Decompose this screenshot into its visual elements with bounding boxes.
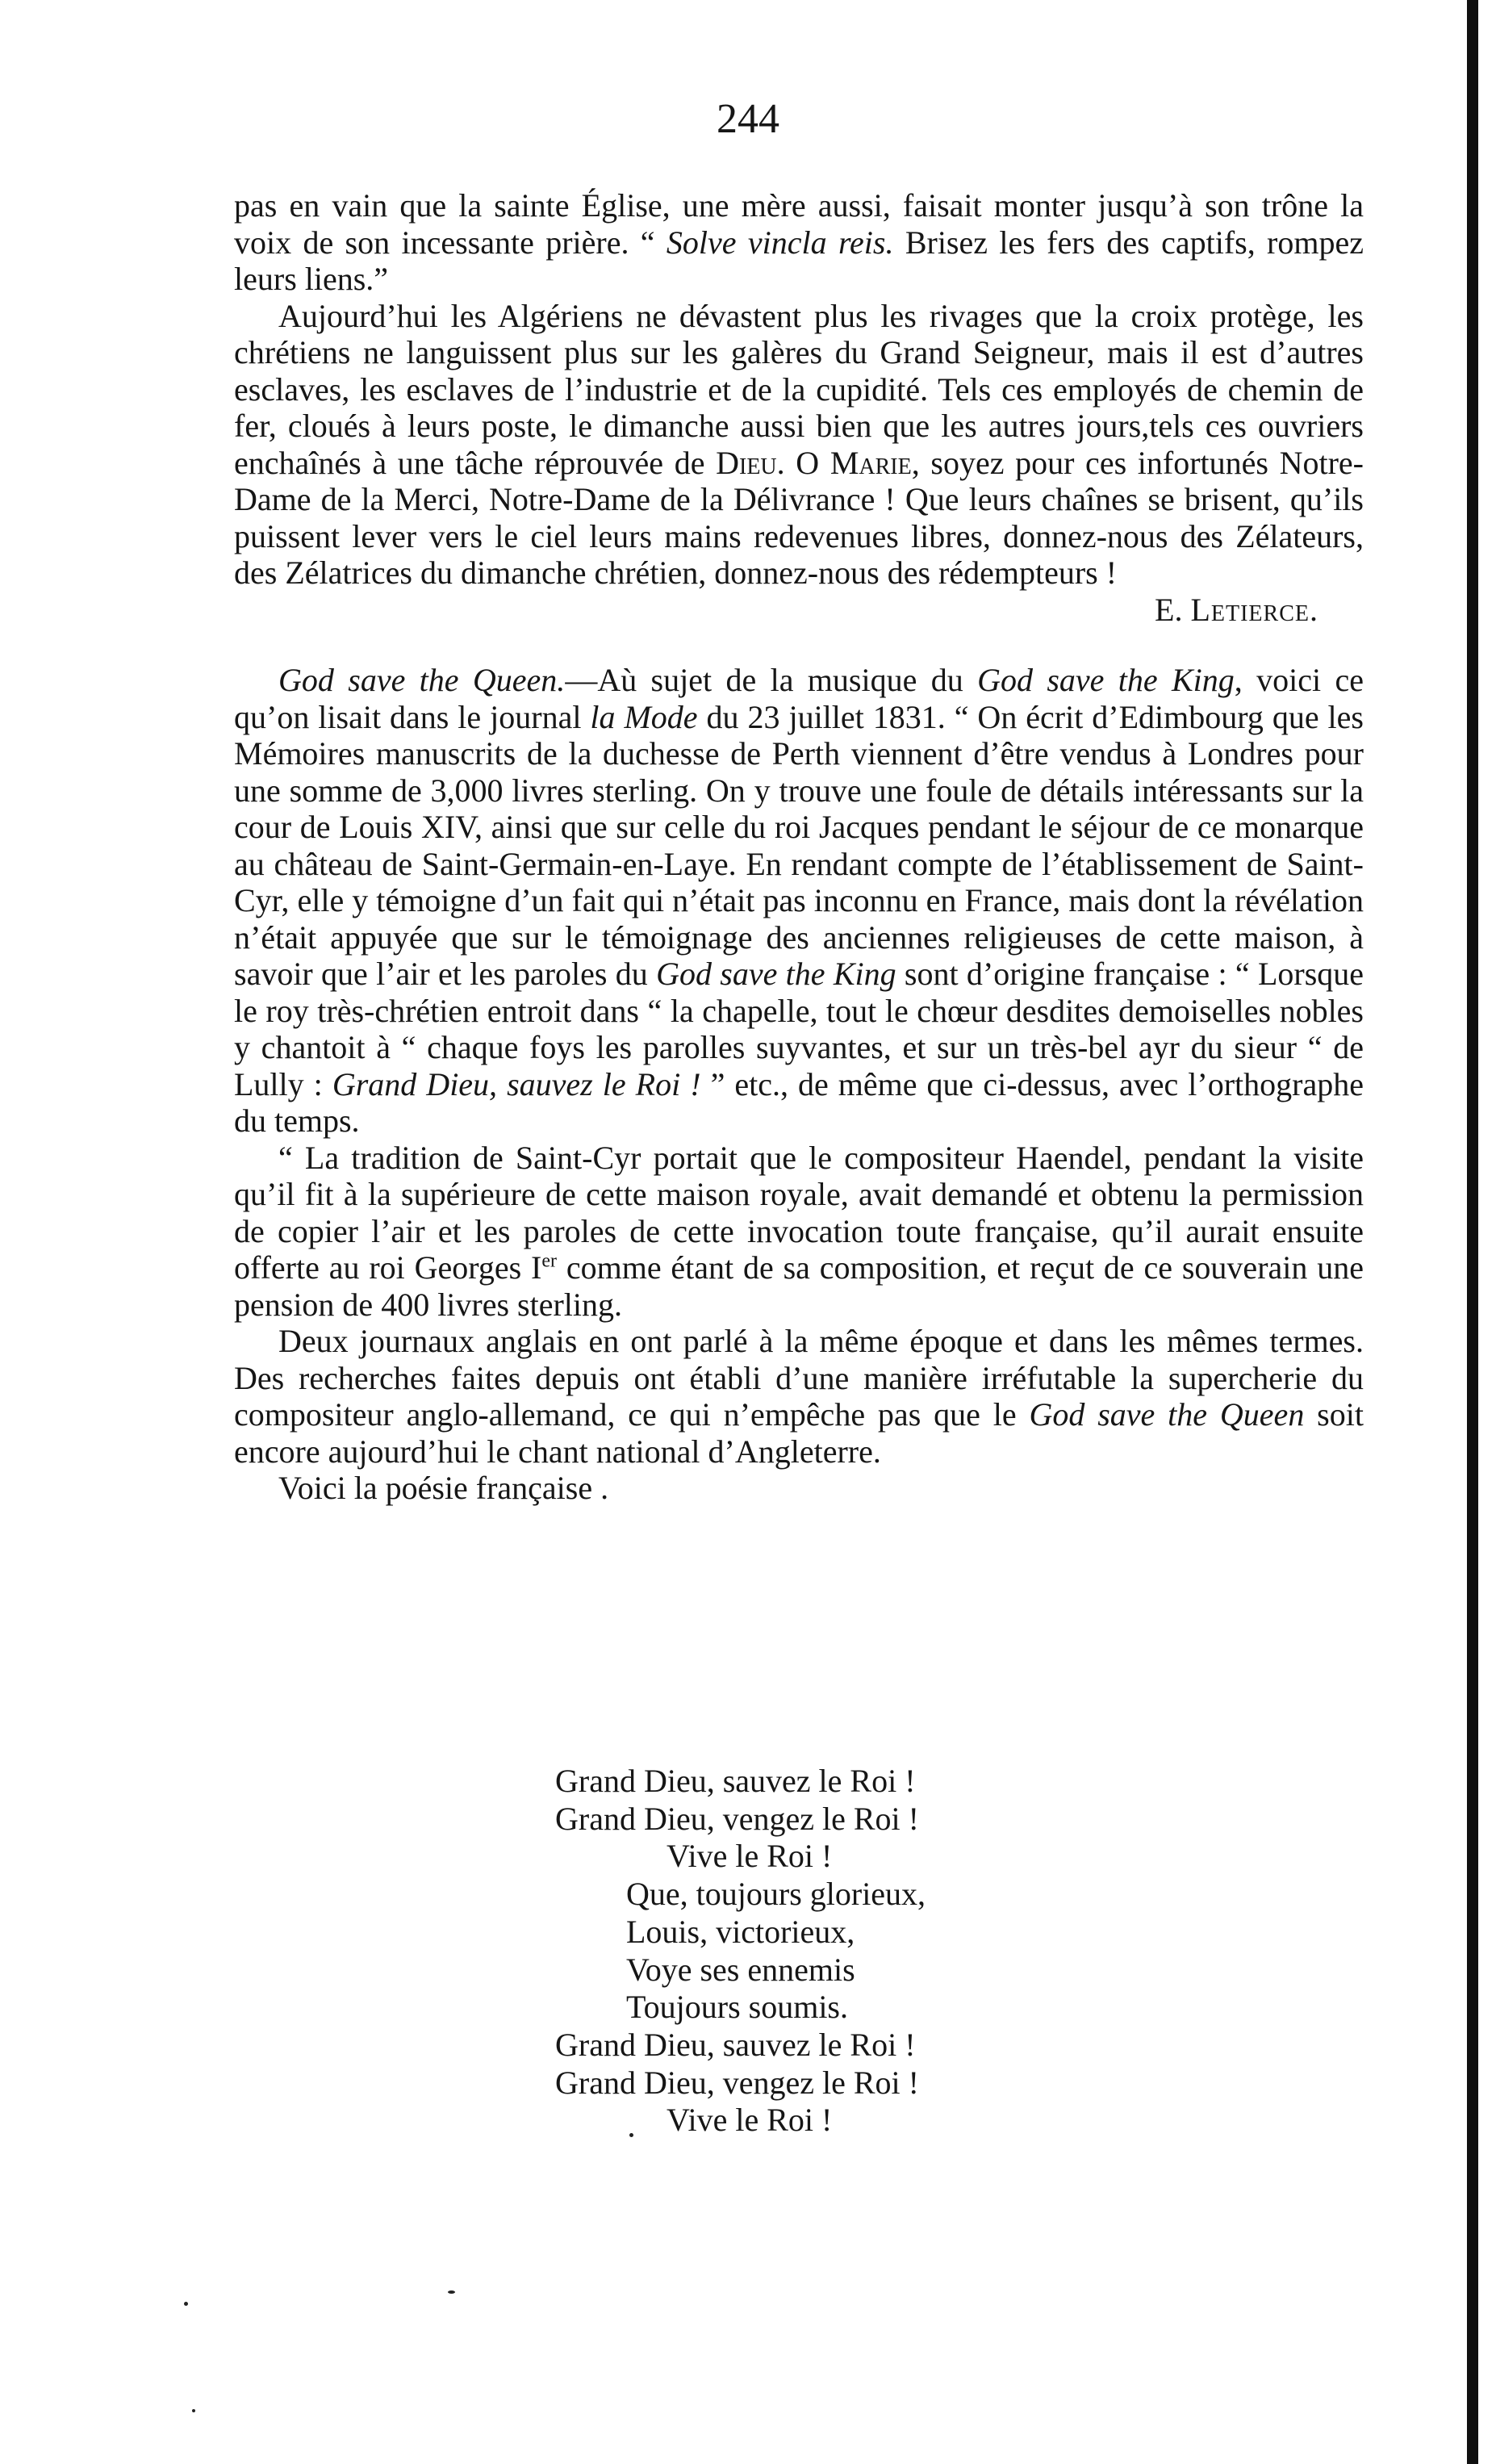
page-edge-rule bbox=[1467, 0, 1478, 2464]
text-run: . O bbox=[776, 444, 830, 481]
page-number: 244 bbox=[717, 96, 779, 142]
text-run: , soyez pour ces infortunés Notre-Dame de la Merci, Notre-Dame de la Délivrance ! Que leurs chaînes se brisent, qu’ils puissent lever vers le ciel leurs mains redevenues libres, donnez-nous des Zélateurs, des Zélatrices du dimanche chrétien, donnez-nous des rédempteurs ! bbox=[234, 444, 1364, 591]
italic-text: God save the Queen. bbox=[278, 662, 566, 698]
text-run: pas en vain que la sainte Église, une mère aussi, faisait monter jusqu’à son trône la voix de son incessante prière. “ bbox=[234, 187, 1364, 261]
paragraph bbox=[234, 662, 1364, 1140]
text-run: Aujourd’hui les Algériens ne dévastent plus les rivages que la croix protège, les chrétiens ne languissent plus sur les galères du Grand Seigneur, mais il est d’autres esclaves, les esclaves de l’industrie et de la cupidité. Tels ces employés de chemin de fer, cloués à leurs poste, le dimanche aussi bien que les autres jours,tels ces ouvriers enchaînés à une tâche réprouvée de bbox=[234, 297, 1364, 481]
italic-text: God save the King bbox=[656, 956, 896, 992]
small-caps-text: Dieu bbox=[716, 444, 777, 481]
text-run: , voici ce qu’on lisait dans le journal bbox=[234, 662, 1364, 735]
text-run: Brisez les fers des captifs, rompez leurs liens.” bbox=[234, 224, 1364, 297]
poem-line: Grand Dieu, vengez le Roi ! bbox=[555, 2064, 919, 2101]
text-run: comme étant de sa composition, et reçut de ce souverain une pension de 400 livres sterling. bbox=[234, 1249, 1364, 1323]
paragraph bbox=[234, 1470, 1364, 1507]
text-run: du 23 juillet 1831. “ On écrit d’Edimbourg que les Mémoires manuscrits de la duchesse de Perth viennent d’être vendus à Londres pour une somme de 3,000 livres sterling. On y trouve une foule de détails intéressants sur la cour de Louis XIV, ainsi que sur celle du roi Jacques pendant le séjour de ce monarque au château de Saint-Germain-en-Laye. En rendant compte de l’établissement de Saint-Cyr, elle y témoigne d’un fait qui n’était pas inconnu en France, mais dont la révélation n’était appuyée que sur le témoignage des anciennes religieuses de cette maison, à savoir que l’air et les paroles du bbox=[234, 698, 1364, 992]
italic-text: Solve vincla reis. bbox=[666, 224, 894, 261]
poem-line: Louis, victorieux, bbox=[626, 1913, 855, 1950]
speck bbox=[448, 2290, 455, 2294]
poem-line: Vive le Roi ! bbox=[667, 2102, 833, 2139]
poem-line: Grand Dieu, sauvez le Roi ! bbox=[555, 2026, 916, 2063]
italic-text: God save the Queen bbox=[1029, 1396, 1305, 1433]
text-run: Voici la poésie française . bbox=[278, 1470, 609, 1506]
poem bbox=[555, 1763, 926, 2140]
signature-name: Letierce. bbox=[1190, 591, 1318, 628]
text-run: soit encore aujourd’hui le chant national d’Angleterre. bbox=[234, 1396, 1364, 1470]
text-run: ” etc., de même que ci-dessus, avec l’orthographe du temps. bbox=[234, 1065, 1364, 1139]
text-run: —Aù sujet de la musique du bbox=[565, 662, 978, 698]
section-gap bbox=[234, 628, 1364, 662]
italic-text: Grand Dieu, sauvez le Roi ! bbox=[332, 1065, 701, 1102]
body-text bbox=[234, 187, 1364, 1507]
small-caps-text: Marie bbox=[829, 444, 912, 481]
signature-initial: E. bbox=[1155, 591, 1191, 628]
italic-text: God save the King bbox=[977, 662, 1235, 698]
poem-line: Voye ses ennemis bbox=[626, 1951, 855, 1988]
poem-line: Grand Dieu, vengez le Roi ! bbox=[555, 1800, 919, 1837]
poem-line: Que, toujours glorieux, bbox=[626, 1876, 926, 1913]
speck bbox=[184, 2302, 188, 2306]
superscript: er bbox=[541, 1250, 557, 1272]
text-run: “ La tradition de Saint-Cyr portait que le compositeur Haendel, pendant la visite qu’il fit à la supérieure de cette maison royale, avait demandé et obtenu la permission de copier l’air et les paroles de cette invocation toute française, qu’il aurait ensuite offerte au roi Georges I bbox=[234, 1139, 1364, 1286]
poem-line: Grand Dieu, sauvez le Roi ! bbox=[555, 1763, 916, 1799]
paragraph bbox=[234, 187, 1364, 298]
speck bbox=[629, 2133, 633, 2137]
text-run: sont d’origine française : “ Lorsque le roy très-chrétien entroit dans “ la chapelle, tout le chœur desdites demoiselles nobles y chantoit à “ chaque foys les parolles suyvantes, et sur un très-bel ayr du sieur “ de Lully : bbox=[234, 956, 1364, 1102]
paragraph bbox=[234, 1323, 1364, 1470]
text-run: Deux journaux anglais en ont parlé à la même époque et dans les mêmes termes. Des recherches faites depuis ont établi d’une manière irréfutable la supercherie du compositeur anglo-allemand, ce qui n’empêche pas que le bbox=[234, 1323, 1364, 1433]
paragraph bbox=[234, 1140, 1364, 1324]
poem-line: Toujours soumis. bbox=[626, 1989, 848, 2026]
speck bbox=[192, 2409, 195, 2412]
poem-line: Vive le Roi ! bbox=[667, 1838, 833, 1875]
italic-text: la Mode bbox=[590, 698, 698, 735]
paragraph bbox=[234, 298, 1364, 592]
signature bbox=[234, 592, 1318, 629]
